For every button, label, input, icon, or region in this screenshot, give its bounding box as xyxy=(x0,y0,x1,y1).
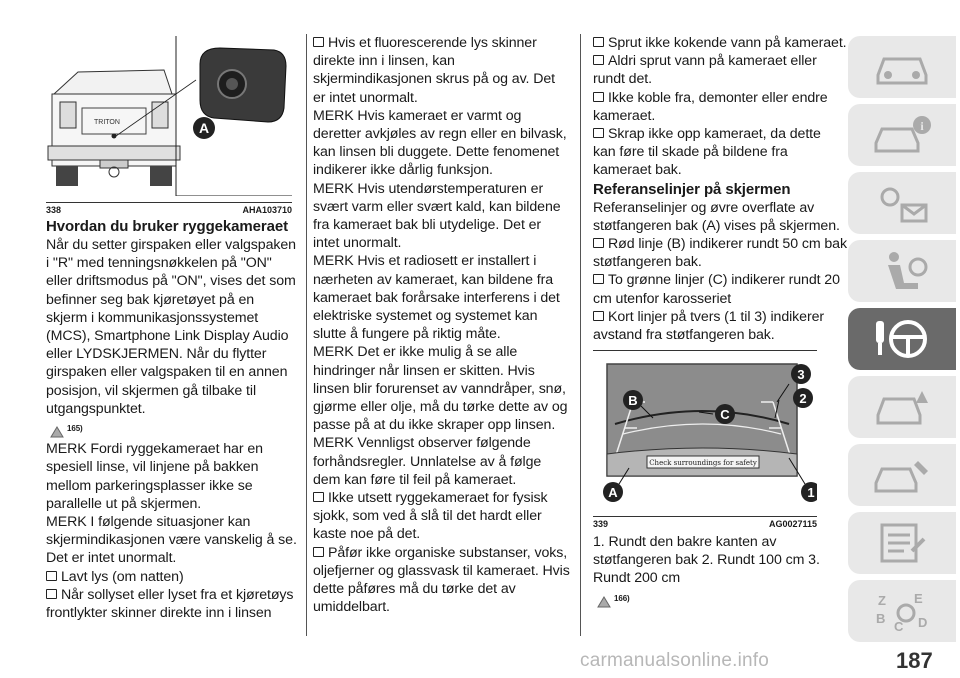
svg-text:TRITON: TRITON xyxy=(94,119,120,126)
screen-message: Check surroundings for safety xyxy=(649,459,757,467)
figure-339-reference-lines xyxy=(593,358,817,506)
svg-text:Z: Z xyxy=(878,593,886,608)
figure-code: AHA103710 xyxy=(242,205,292,215)
figure-339-legend xyxy=(593,533,823,610)
warning-reference xyxy=(597,590,823,608)
column-divider xyxy=(580,34,581,636)
svg-text:A: A xyxy=(198,120,210,136)
svg-text:i: i xyxy=(920,119,924,133)
paragraph: MERK Hvis kameraet er varmt og deretter avkjøles av regn eller en bilvask, kan linsen bli duggete. Dette fenomenet indikerer ikke dårlig funksjon. xyxy=(313,107,567,179)
callout-B: B xyxy=(628,393,638,408)
bullet-item: Rød linje (B) indikerer rundt 50 cm bak støtfangeren bak. xyxy=(593,236,847,271)
car-breakdown-icon xyxy=(870,385,934,429)
paragraph: MERK Vennligst observer følgende forhåndsregler. Unnlatelse av å følge dem kan føre til feil på kameraet. xyxy=(313,435,542,488)
car-front-icon xyxy=(870,45,934,89)
bullet-item: Kort linjer på tvers (1 til 3) indikerer avstand fra støtfangeren bak. xyxy=(593,308,847,344)
caption-divider xyxy=(46,202,292,203)
tab-technical-data[interactable] xyxy=(848,512,956,574)
bullet-item: Aldri sprut vann på kameraet eller rundt det. xyxy=(593,52,847,88)
svg-text:C: C xyxy=(894,619,904,633)
column-2 xyxy=(313,34,571,617)
page-number: 187 xyxy=(896,648,933,673)
warning-triangle-icon xyxy=(50,426,64,438)
checklist-icon xyxy=(870,521,934,565)
column-3 xyxy=(593,34,847,344)
bullet-item: Hvis et fluorescerende lys skinner direkte inn i linsen, kan skjermindikasjonen skrus på og av. Det er intet unormalt. xyxy=(313,34,571,107)
tab-safety[interactable] xyxy=(848,240,956,302)
svg-text:D: D xyxy=(918,615,928,630)
svg-text:E: E xyxy=(914,591,923,606)
tab-starting-driving[interactable] xyxy=(848,308,956,370)
figure-number: 338 xyxy=(46,205,62,215)
paragraph: MERK Det er ikke mulig å se alle hindringer når linsen er skitten. Hvis linsen blir forurenset av vanndråper, snø, gjørme eller olje, må du tørke dette av og passe på at du ikke skraper opp linsen. xyxy=(313,344,568,434)
bullet-item: Ikke koble fra, demonter eller endre kameraet. xyxy=(593,89,847,125)
figure-339-caption xyxy=(593,519,817,529)
paragraph: MERK Hvis utendørstemperaturen er svært varm eller svært kald, kan bildene fra kameraet bak bli utydelige. Det er intet unormalt. xyxy=(313,180,561,252)
seat-airbag-icon xyxy=(870,249,934,293)
tab-index[interactable] xyxy=(848,580,956,642)
paragraph: Referanselinjer og øvre overflate av støtfangeren bak (A) vises på skjermen. xyxy=(593,199,840,234)
warning-number: 166) xyxy=(614,593,630,603)
paragraph: MERK Fordi ryggekameraet har en spesiell linse, vil linjene på bakken mellom parkeringsplasser ikke se parallelle ut på skjermen. xyxy=(46,441,263,512)
tab-vehicle-overview[interactable] xyxy=(848,36,956,98)
steering-wheel-icon xyxy=(870,315,934,363)
figure-code: AG0027115 xyxy=(768,519,817,529)
section-heading: Referanselinjer på skjermen xyxy=(593,180,791,198)
paragraph: 1. Rundt den bakre kanten av støtfangeren bak 2. Rundt 100 cm 3. Rundt 200 cm xyxy=(593,534,820,587)
warning-triangle-icon xyxy=(597,596,611,608)
tab-lights-indicators[interactable] xyxy=(848,172,956,234)
alphabet-index-icon xyxy=(870,589,934,633)
svg-text:B: B xyxy=(876,611,886,626)
callout-3: 3 xyxy=(797,367,805,382)
bullet-item: Påfør ikke organiske substanser, voks, oljefjerner og glassvask til kameraet. Hvis dette påføres må du tørke det av umiddelbart. xyxy=(313,544,570,616)
figure-top-divider xyxy=(593,350,817,351)
callout-1: 1 xyxy=(807,485,815,500)
callout-C: C xyxy=(720,407,730,422)
warning-lights-icon xyxy=(870,181,934,225)
tab-maintenance[interactable] xyxy=(848,444,956,506)
bullet-item: Når sollyset eller lyset fra et kjøretøys frontlykter skinner direkte inn i linsen xyxy=(46,586,298,622)
bullet-item: Lavt lys (om natten) xyxy=(46,568,298,586)
figure-338-caption xyxy=(46,205,292,215)
paragraph: Når du setter girspaken eller valgspaken i "R" med tenningsnøkkelen på "ON" eller driftsmodus på "ON", vises det som befinner seg bak kjøretøyet på en skjerm i kommunikasjonssystemet (MCS), Smartphone Link Display Audio eller LYDSKJERMEN. Når du flytter girspaken eller valgspaken til en annen posisjon, vil skjermen gå tilbake til utgangspunktet. xyxy=(46,237,296,417)
warning-reference xyxy=(50,420,298,438)
paragraph: MERK Hvis et radiosett er installert i nærheten av kameraet, kan bildene fra kameraet bak forårsake interferens i det elektriske systemet og systemet kan slutte å fungere på riktig måte. xyxy=(313,253,560,343)
bullet-item: Skrap ikke opp kameraet, da dette kan føre til skade på bildene fra kameraet bak. xyxy=(593,125,847,180)
caption-divider xyxy=(593,516,817,517)
car-wrench-icon xyxy=(870,453,934,497)
bullet-item: Ikke utsett ryggekameraet for fysisk sjokk, som ved å slå til det hardt eller kaste noe på det. xyxy=(313,489,571,544)
callout-A: A xyxy=(608,485,618,500)
section-heading: Hvordan du bruker ryggekameraet xyxy=(46,218,288,235)
paragraph: MERK I følgende situasjoner kan skjermindikasjonen være vanskelig å se. Det er intet unormalt. xyxy=(46,514,297,567)
column-divider xyxy=(306,34,307,636)
watermark: carmanualsonline.info xyxy=(580,650,770,671)
figure-338-truck-camera xyxy=(46,36,292,196)
tab-dashboard[interactable] xyxy=(848,104,956,166)
figure-number: 339 xyxy=(593,519,609,529)
car-info-icon xyxy=(870,113,934,157)
warning-number: 165) xyxy=(67,424,83,434)
bullet-item: Sprut ikke kokende vann på kameraet. xyxy=(593,34,847,52)
tab-emergency[interactable] xyxy=(848,376,956,438)
bullet-item: To grønne linjer (C) indikerer rundt 20 cm utenfor karosseriet xyxy=(593,271,847,307)
callout-2: 2 xyxy=(799,391,807,406)
